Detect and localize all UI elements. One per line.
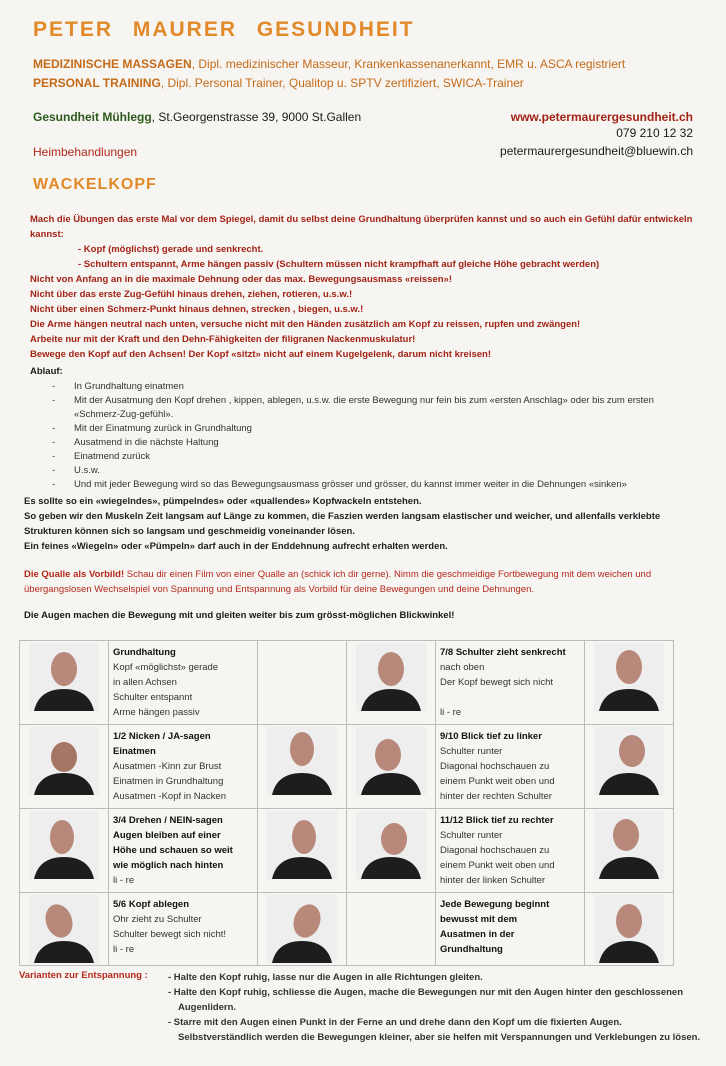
list-item: - Und mit jeder Bewegung wird so das Bewegungsausmass grösser und grösser, du kannst immer weiter in die Dehnungen «sinken»: [52, 479, 627, 490]
intro-line: Mach die Übungen das erste Mal vor dem Spiegel, damit du selbst deine Grundhaltung überprüfen kannst und so auch ein Gefühl dafür entwickeln kannst:: [30, 214, 693, 240]
list-item: - Starre mit den Augen einen Punkt in der Ferne an und drehe dann den Kopf um die fixierten Augen. Selbstverständlich werden die Bewegungen kleiner, aber sie helfen mit Verspannungen und Verklebungen zu lösen.: [168, 1017, 701, 1043]
list-item: - Mit der Einatmung zurück in Grundhaltung: [52, 423, 252, 434]
address-text: , St.Georgenstrasse 39, 9000 St.Gallen: [151, 110, 362, 124]
list-item: - In Grundhaltung einatmen: [52, 381, 184, 392]
massage-heading: MEDIZINISCHE MASSAGEN: [33, 57, 192, 71]
photo-nod-up: [258, 725, 346, 797]
diag-left-text: 9/10 Blick tief zu linker Schulter runter Diagonal hochschauen zu einem Punkt weit oben und hinter der rechten Schulter: [440, 731, 555, 802]
photo-diag-left-down: [347, 725, 435, 797]
eyes-note: Die Augen machen die Bewegung mit und gleiten weiter bis zum grösst-möglichen Blickwinkel!: [24, 610, 455, 621]
intro-line: - Schultern entspannt, Arme hängen passiv (Schultern müssen nicht krampfhaft auf gleiche Höhe gebracht werden): [78, 259, 600, 270]
variants-list: [168, 970, 708, 1045]
photo-nod-down: [20, 725, 108, 797]
brand-title: PETER MAURER GESUNDHEIT: [33, 18, 415, 41]
intro-line: Arbeite nur mit der Kraft und den Dehn-Fähigkeiten der filigranen Nackenmuskulatur!: [30, 334, 416, 345]
practice-name: Gesundheit Mühlegg: [33, 110, 152, 124]
jellyfish-heading: Die Qualle als Vorbild!: [24, 569, 125, 580]
practice-address: [33, 110, 361, 124]
photo-diag-left-up: [585, 725, 673, 797]
grundhaltung-text: Grundhaltung Kopf «möglichst» gerade in allen Achsen Schulter entspannt Arme hängen passiv: [113, 647, 219, 718]
paragraph-line: Ein feines «Wiegeln» oder «Pümpeln» darf auch in der Enddehnung aufrecht erhalten werden.: [24, 541, 448, 552]
massage-line: [33, 57, 625, 71]
turn-text: 3/4 Drehen / NEIN-sagen Augen bleiben auf einer Höhe und schauen so weit wie möglich nach hinten li - re: [113, 815, 233, 886]
training-line: [33, 76, 524, 90]
variants-label: Varianten zur Entspannung :: [19, 970, 148, 981]
intro-text: [30, 212, 705, 362]
exercise-grid: [19, 640, 674, 966]
intro-line: Nicht über einen Schmerz-Punkt hinaus dehnen, strecken , biegen, u.s.w.!: [30, 304, 364, 315]
page-title: WACKELKOPF: [33, 176, 157, 193]
intro-line: Die Arme hängen neutral nach unten, versuche nicht mit den Händen zusätzlich am Kopf zu reissen, rupfen und zwängen!: [30, 319, 581, 330]
training-heading: PERSONAL TRAINING: [33, 76, 161, 90]
after-text: [24, 494, 704, 554]
massage-text: , Dipl. medizinischer Masseur, Krankenkassenanerkannt, EMR u. ASCA registriert: [191, 57, 626, 71]
photo-diag-right-down: [347, 809, 435, 881]
list-item: - Halte den Kopf ruhig, lasse nur die Augen in alle Richtungen gleiten.: [168, 972, 483, 983]
photo-turn-right: [258, 809, 346, 881]
diag-right-text: 11/12 Blick tief zu rechter Schulter runter Diagonal hochschauen zu einem Punkt weit oben und hinter der linken Schulter: [440, 815, 555, 886]
photo-shoulder-right: [585, 641, 673, 713]
intro-line: Bewege den Kopf auf den Achsen! Der Kopf «sitzt» nicht auf einem Kugelgelenk, darum nicht kreisen!: [30, 349, 492, 360]
list-item: - Mit der Ausatmung den Kopf drehen , kippen, ablegen, u.s.w. die erste Bewegung nur fein bis zum «ersten Anschlag» oder bis zum ersten «Schmerz-Zug-gefühl».: [52, 395, 654, 420]
list-item: - Einatmend zurück: [52, 451, 151, 462]
photo-grundhaltung-2: [585, 893, 673, 965]
photo-turn-left: [20, 809, 108, 881]
ablauf-heading: Ablauf:: [30, 366, 63, 377]
jellyfish-paragraph: [24, 567, 704, 597]
list-item: - Ausatmend in die nächste Haltung: [52, 437, 219, 448]
photo-empty: [347, 893, 435, 965]
breathing-note: Jede Bewegung beginnt bewusst mit dem Ausatmen in der Grundhaltung: [440, 899, 550, 955]
photo-tilt-left: [20, 893, 108, 965]
intro-line: - Kopf (möglichst) gerade und senkrecht.: [78, 244, 264, 255]
intro-line: Nicht über das erste Zug-Gefühl hinaus drehen, ziehen, rotieren, u.s.w.!: [30, 289, 353, 300]
ablauf-list: [52, 380, 702, 492]
website-link[interactable]: www.petermaurergesundheit.ch: [510, 110, 693, 124]
shoulder-text: 7/8 Schulter zieht senkrecht nach oben Der Kopf bewegt sich nicht li - re: [440, 647, 566, 718]
list-item: - U.s.w.: [52, 465, 100, 476]
photo-grundhaltung: [20, 641, 108, 713]
list-item: - Halte den Kopf ruhig, schliesse die Augen, mache die Bewegungen nur mit den Augen hinter den geschlossenen Augenlidern.: [168, 987, 684, 1013]
paragraph-line: Es sollte so ein «wiegelndes», pümpelndes» oder «quallendes» Kopfwackeln entstehen.: [24, 496, 422, 507]
home-visits: Heimbehandlungen: [33, 145, 138, 159]
photo-diag-right-up: [585, 809, 673, 881]
jellyfish-text: Schau dir einen Film von einer Qualle an (schick ich dir gerne). Nimm die geschmeidige Fortbewegung mit dem weichen und übergangslosen Wechselspiel von Spannung und Entspannung als Vorbild für deine Bewegungen und deine Dehnungen.: [24, 569, 652, 595]
photo-shoulder-left: [347, 641, 435, 713]
photo-tilt-right: [258, 893, 346, 965]
photo-empty: [258, 641, 346, 713]
training-text: , Dipl. Personal Trainer, Qualitop u. SPTV zertifiziert, SWICA-Trainer: [160, 76, 524, 90]
intro-line: Nicht von Anfang an in die maximale Dehnung oder das max. Bewegungsausmass «reissen»!: [30, 274, 452, 285]
nod-text: 1/2 Nicken / JA-sagen Einatmen Ausatmen -Kinn zur Brust Einatmen in Grundhaltung Ausatmen -Kopf in Nacken: [113, 731, 227, 802]
paragraph-line: So geben wir den Muskeln Zeit langsam auf Länge zu kommen, die Faszien werden langsam elastischer und weicher, und allenfalls verklebte Strukturen können sich so langsam und geschmeidig voneinander lösen.: [24, 511, 661, 537]
phone-number: 079 210 12 32: [616, 126, 693, 140]
email-address[interactable]: petermaurergesundheit@bluewin.ch: [500, 144, 693, 158]
tilt-text: 5/6 Kopf ablegen Ohr zieht zu Schulter Schulter bewegt sich nicht! li - re: [113, 899, 227, 955]
